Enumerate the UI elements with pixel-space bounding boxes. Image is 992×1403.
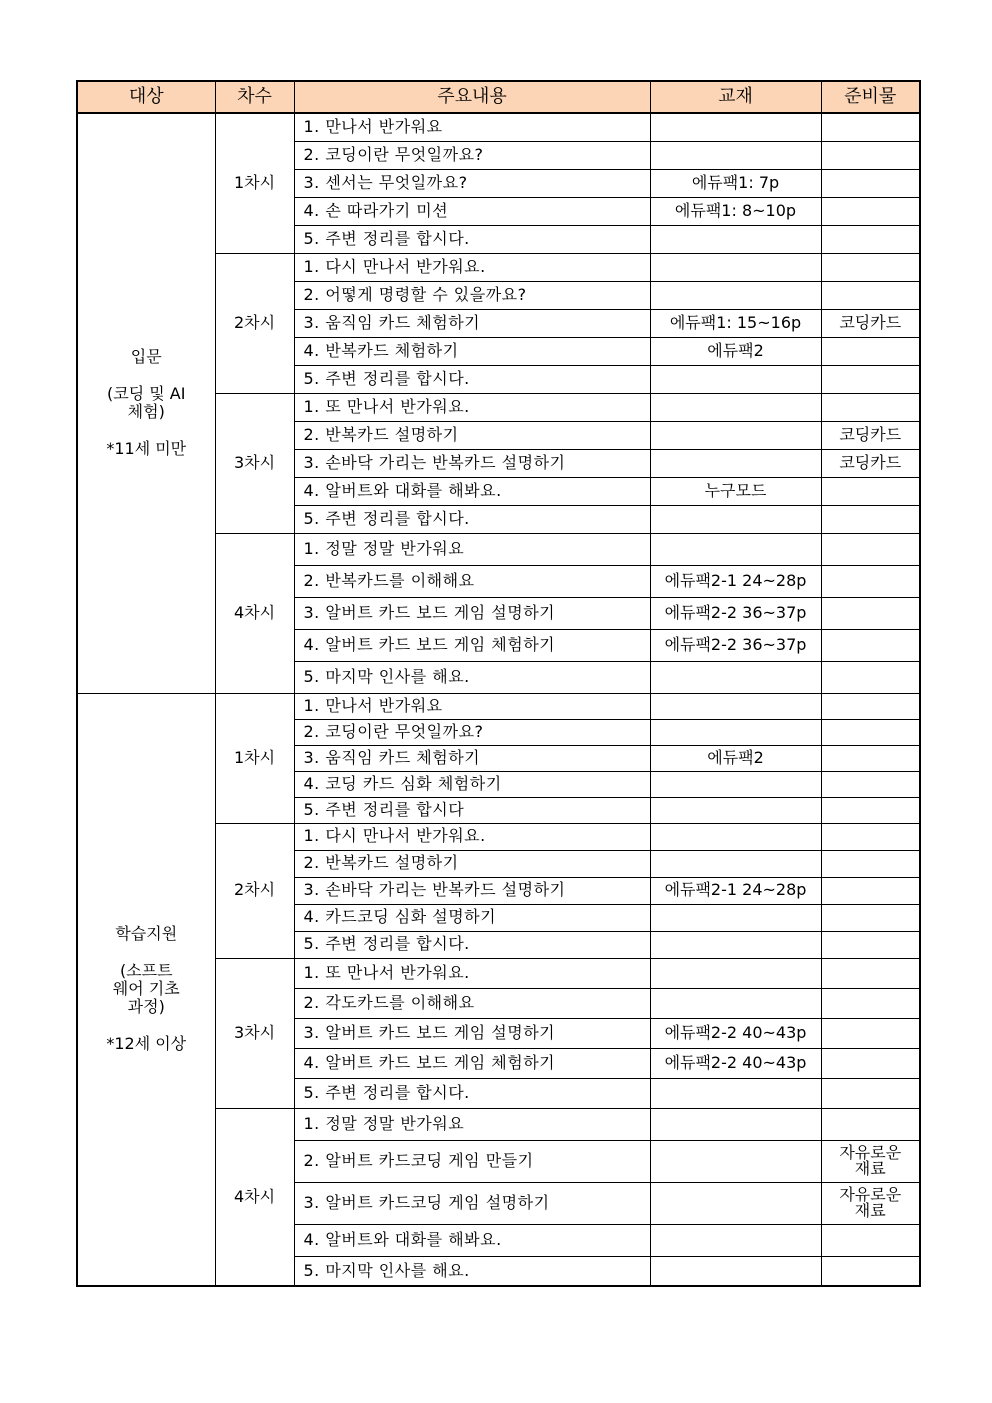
prep-cell — [821, 931, 920, 958]
session-cell: 1차시 — [215, 113, 294, 253]
prep-cell — [821, 197, 920, 225]
prep-cell — [821, 1078, 920, 1108]
prep-cell: 자유로운 재료 — [821, 1140, 920, 1182]
content-cell: 3. 센서는 무엇일까요? — [294, 169, 650, 197]
prep-cell — [821, 1256, 920, 1286]
book-cell: 에듀팩2 — [650, 337, 821, 365]
book-cell: 에듀팩2-1 24~28p — [650, 877, 821, 904]
curriculum-table — [76, 80, 921, 1287]
book-cell — [650, 421, 821, 449]
prep-cell — [821, 661, 920, 693]
session-cell: 4차시 — [215, 533, 294, 693]
prep-cell — [821, 1018, 920, 1048]
book-cell: 에듀팩2 — [650, 745, 821, 771]
content-cell: 4. 코딩 카드 심화 체험하기 — [294, 771, 650, 797]
prep-cell — [821, 253, 920, 281]
prep-cell — [821, 505, 920, 533]
prep-cell — [821, 565, 920, 597]
content-cell: 4. 알버트 카드 보드 게임 체험하기 — [294, 629, 650, 661]
book-cell — [650, 253, 821, 281]
prep-cell — [821, 533, 920, 565]
session-cell: 3차시 — [215, 958, 294, 1108]
session-cell: 2차시 — [215, 823, 294, 958]
book-cell — [650, 365, 821, 393]
prep-cell — [821, 337, 920, 365]
content-cell: 3. 손바닥 가리는 반복카드 설명하기 — [294, 877, 650, 904]
table-header — [77, 81, 920, 113]
table-row — [77, 693, 920, 719]
prep-cell — [821, 169, 920, 197]
header-target: 대상 — [77, 81, 215, 113]
content-cell: 4. 알버트와 대화를 해봐요. — [294, 1224, 650, 1256]
target-cell: 입문 (코딩 및 AI 체험) *11세 미만 — [77, 113, 215, 693]
content-cell: 1. 다시 만나서 반가워요. — [294, 253, 650, 281]
session-cell: 2차시 — [215, 253, 294, 393]
book-cell: 에듀팩2-2 40~43p — [650, 1048, 821, 1078]
content-cell: 5. 주변 정리를 합시다. — [294, 505, 650, 533]
content-cell: 2. 어떻게 명령할 수 있을까요? — [294, 281, 650, 309]
content-cell: 1. 또 만나서 반가워요. — [294, 393, 650, 421]
content-cell: 1. 만나서 반가워요 — [294, 113, 650, 141]
prep-cell — [821, 745, 920, 771]
prep-cell: 자유로운 재료 — [821, 1182, 920, 1224]
content-cell: 1. 정말 정말 반가워요 — [294, 533, 650, 565]
content-cell: 1. 또 만나서 반가워요. — [294, 958, 650, 988]
content-cell: 3. 손바닥 가리는 반복카드 설명하기 — [294, 449, 650, 477]
prep-cell — [821, 797, 920, 823]
book-cell — [650, 225, 821, 253]
book-cell — [650, 281, 821, 309]
content-cell: 3. 알버트 카드코딩 게임 설명하기 — [294, 1182, 650, 1224]
header-book: 교재 — [650, 81, 821, 113]
header-prep: 준비물 — [821, 81, 920, 113]
prep-cell: 코딩카드 — [821, 421, 920, 449]
book-cell — [650, 988, 821, 1018]
table-body — [77, 113, 920, 1286]
content-cell: 4. 카드코딩 심화 설명하기 — [294, 904, 650, 931]
session-cell: 3차시 — [215, 393, 294, 533]
prep-cell — [821, 958, 920, 988]
content-cell: 2. 알버트 카드코딩 게임 만들기 — [294, 1140, 650, 1182]
content-cell: 3. 알버트 카드 보드 게임 설명하기 — [294, 597, 650, 629]
prep-cell — [821, 629, 920, 661]
book-cell — [650, 719, 821, 745]
book-cell — [650, 113, 821, 141]
book-cell — [650, 533, 821, 565]
book-cell — [650, 931, 821, 958]
content-cell: 4. 알버트 카드 보드 게임 체험하기 — [294, 1048, 650, 1078]
prep-cell — [821, 141, 920, 169]
prep-cell — [821, 850, 920, 877]
content-cell: 2. 각도카드를 이해해요 — [294, 988, 650, 1018]
book-cell: 에듀팩1: 8~10p — [650, 197, 821, 225]
content-cell: 3. 움직임 카드 체험하기 — [294, 745, 650, 771]
content-cell: 2. 코딩이란 무엇일까요? — [294, 719, 650, 745]
book-cell — [650, 823, 821, 850]
book-cell — [650, 797, 821, 823]
content-cell: 5. 주변 정리를 합시다. — [294, 1078, 650, 1108]
book-cell: 에듀팩2-1 24~28p — [650, 565, 821, 597]
content-cell: 5. 마지막 인사를 해요. — [294, 661, 650, 693]
prep-cell — [821, 823, 920, 850]
prep-cell — [821, 771, 920, 797]
header-content: 주요내용 — [294, 81, 650, 113]
session-cell: 1차시 — [215, 693, 294, 823]
book-cell: 에듀팩1: 7p — [650, 169, 821, 197]
content-cell: 2. 반복카드를 이해해요 — [294, 565, 650, 597]
content-cell: 1. 만나서 반가워요 — [294, 693, 650, 719]
content-cell: 5. 마지막 인사를 해요. — [294, 1256, 650, 1286]
prep-cell — [821, 113, 920, 141]
content-cell: 4. 알버트와 대화를 해봐요. — [294, 477, 650, 505]
table-row — [77, 113, 920, 141]
prep-cell — [821, 988, 920, 1018]
book-cell — [650, 904, 821, 931]
book-cell — [650, 1108, 821, 1140]
content-cell: 2. 반복카드 설명하기 — [294, 421, 650, 449]
content-cell: 4. 손 따라가기 미션 — [294, 197, 650, 225]
content-cell: 1. 다시 만나서 반가워요. — [294, 823, 650, 850]
prep-cell — [821, 225, 920, 253]
content-cell: 5. 주변 정리를 합시다 — [294, 797, 650, 823]
book-cell — [650, 661, 821, 693]
book-cell: 에듀팩2-2 36~37p — [650, 629, 821, 661]
book-cell — [650, 505, 821, 533]
book-cell — [650, 1140, 821, 1182]
content-cell: 2. 코딩이란 무엇일까요? — [294, 141, 650, 169]
target-cell: 학습지원 (소프트 웨어 기초 과정) *12세 이상 — [77, 693, 215, 1286]
prep-cell — [821, 1108, 920, 1140]
book-cell — [650, 850, 821, 877]
prep-cell — [821, 1224, 920, 1256]
book-cell: 누구모드 — [650, 477, 821, 505]
prep-cell — [821, 719, 920, 745]
book-cell: 에듀팩2-2 40~43p — [650, 1018, 821, 1048]
book-cell: 에듀팩1: 15~16p — [650, 309, 821, 337]
content-cell: 3. 알버트 카드 보드 게임 설명하기 — [294, 1018, 650, 1048]
book-cell — [650, 141, 821, 169]
header-row — [77, 81, 920, 113]
prep-cell — [821, 365, 920, 393]
book-cell — [650, 1256, 821, 1286]
prep-cell — [821, 1048, 920, 1078]
prep-cell: 코딩카드 — [821, 309, 920, 337]
prep-cell — [821, 693, 920, 719]
prep-cell — [821, 281, 920, 309]
content-cell: 5. 주변 정리를 합시다. — [294, 225, 650, 253]
content-cell: 5. 주변 정리를 합시다. — [294, 365, 650, 393]
content-cell: 2. 반복카드 설명하기 — [294, 850, 650, 877]
content-cell: 1. 정말 정말 반가워요 — [294, 1108, 650, 1140]
book-cell — [650, 1078, 821, 1108]
content-cell: 4. 반복카드 체험하기 — [294, 337, 650, 365]
prep-cell — [821, 477, 920, 505]
prep-cell — [821, 597, 920, 629]
book-cell — [650, 771, 821, 797]
content-cell: 3. 움직임 카드 체험하기 — [294, 309, 650, 337]
book-cell — [650, 1182, 821, 1224]
session-cell: 4차시 — [215, 1108, 294, 1286]
book-cell: 에듀팩2-2 36~37p — [650, 597, 821, 629]
prep-cell — [821, 904, 920, 931]
prep-cell: 코딩카드 — [821, 449, 920, 477]
book-cell — [650, 393, 821, 421]
content-cell: 5. 주변 정리를 합시다. — [294, 931, 650, 958]
prep-cell — [821, 393, 920, 421]
book-cell — [650, 958, 821, 988]
book-cell — [650, 449, 821, 477]
book-cell — [650, 1224, 821, 1256]
header-session: 차수 — [215, 81, 294, 113]
book-cell — [650, 693, 821, 719]
prep-cell — [821, 877, 920, 904]
